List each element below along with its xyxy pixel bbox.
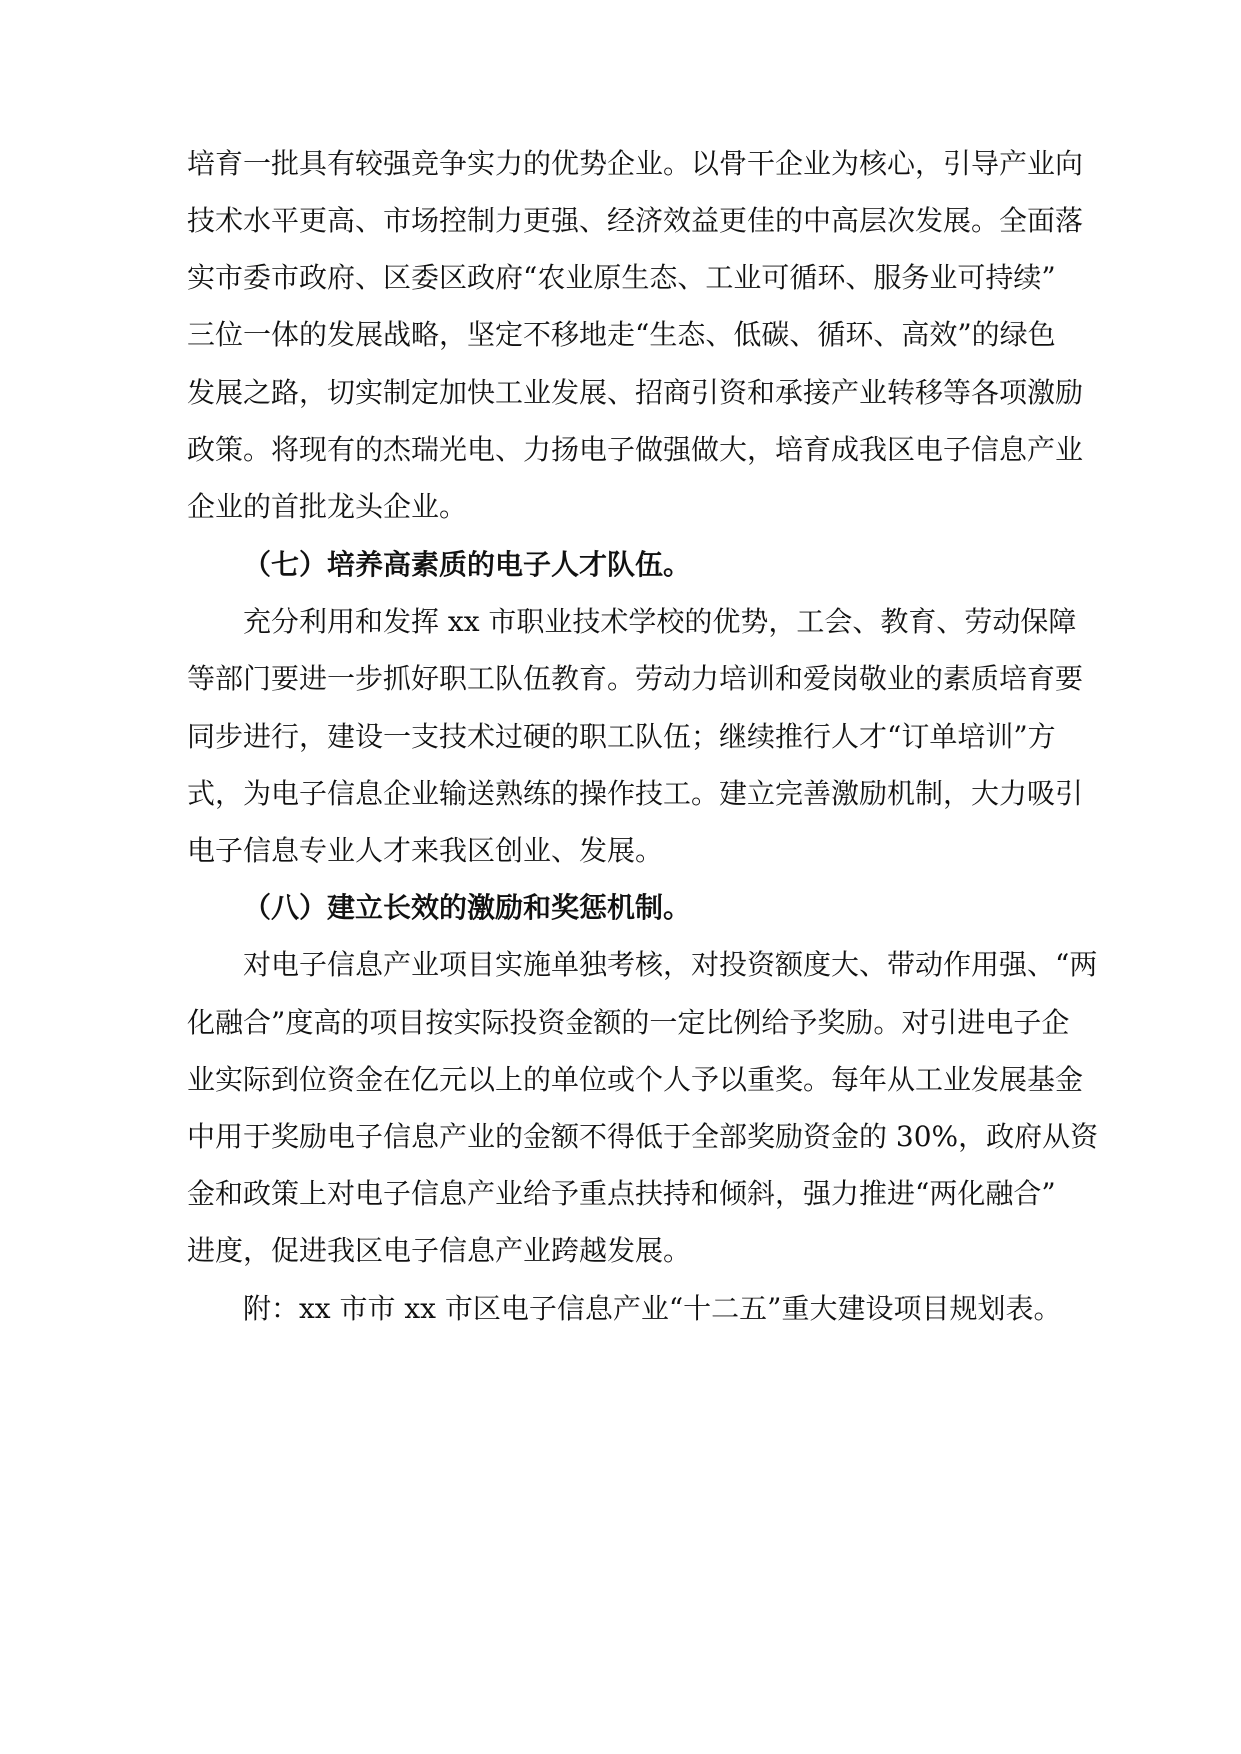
paragraph-1-line-6: 政策。将现有的杰瑞光电、力扬电子做强做大，培育成我区电子信息产业 [187, 433, 1084, 466]
paragraph-1-line-7: 企业的首批龙头企业。 [187, 490, 468, 523]
attachment-note: 附：xx 市市 xx 市区电子信息产业“十二五”重大建设项目规划表。 [243, 1292, 1062, 1325]
paragraph-3-line-2: 化融合”度高的项目按实际投资金额的一定比例给予奖励。对引进电子企 [187, 1006, 1070, 1039]
paragraph-1-line-4: 三位一体的发展战略，坚定不移地走“生态、低碳、循环、高效”的绿色 [187, 318, 1056, 351]
section-heading-8: （八）建立长效的激励和奖惩机制。 [243, 891, 692, 924]
paragraph-3-line-3: 业实际到位资金在亿元以上的单位或个人予以重奖。每年从工业发展基金 [187, 1063, 1084, 1096]
paragraph-3-line-1: 对电子信息产业项目实施单独考核，对投资额度大、带动作用强、“两 [243, 948, 1098, 981]
paragraph-2-line-4: 式，为电子信息企业输送熟练的操作技工。建立完善激励机制，大力吸引 [187, 777, 1084, 810]
paragraph-1-line-3: 实市委市政府、区委区政府“农业原生态、工业可循环、服务业可持续” [187, 261, 1056, 294]
paragraph-2-line-2: 等部门要进一步抓好职工队伍教育。劳动力培训和爱岗敬业的素质培育要 [187, 662, 1084, 695]
paragraph-2-line-5: 电子信息专业人才来我区创业、发展。 [187, 834, 664, 867]
paragraph-3-line-5: 金和政策上对电子信息产业给予重点扶持和倾斜，强力推进“两化融合” [187, 1177, 1056, 1210]
paragraph-2-line-3: 同步进行，建设一支技术过硬的职工队伍；继续推行人才“订单培训”方 [187, 720, 1056, 753]
paragraph-3-line-6: 进度，促进我区电子信息产业跨越发展。 [187, 1234, 692, 1267]
paragraph-1-line-5: 发展之路，切实制定加快工业发展、招商引资和承接产业转移等各项激励 [187, 376, 1084, 409]
paragraph-3-line-4: 中用于奖励电子信息产业的金额不得低于全部奖励资金的 30%，政府从资 [187, 1120, 1099, 1153]
paragraph-1-line-1: 培育一批具有较强竞争实力的优势企业。以骨干企业为核心，引导产业向 [187, 147, 1084, 180]
paragraph-1-line-2: 技术水平更高、市场控制力更强、经济效益更佳的中高层次发展。全面落 [187, 204, 1084, 237]
section-heading-7: （七）培养高素质的电子人才队伍。 [243, 548, 692, 581]
paragraph-2-line-1: 充分利用和发挥 xx 市职业技术学校的优势，工会、教育、劳动保障 [243, 605, 1077, 638]
